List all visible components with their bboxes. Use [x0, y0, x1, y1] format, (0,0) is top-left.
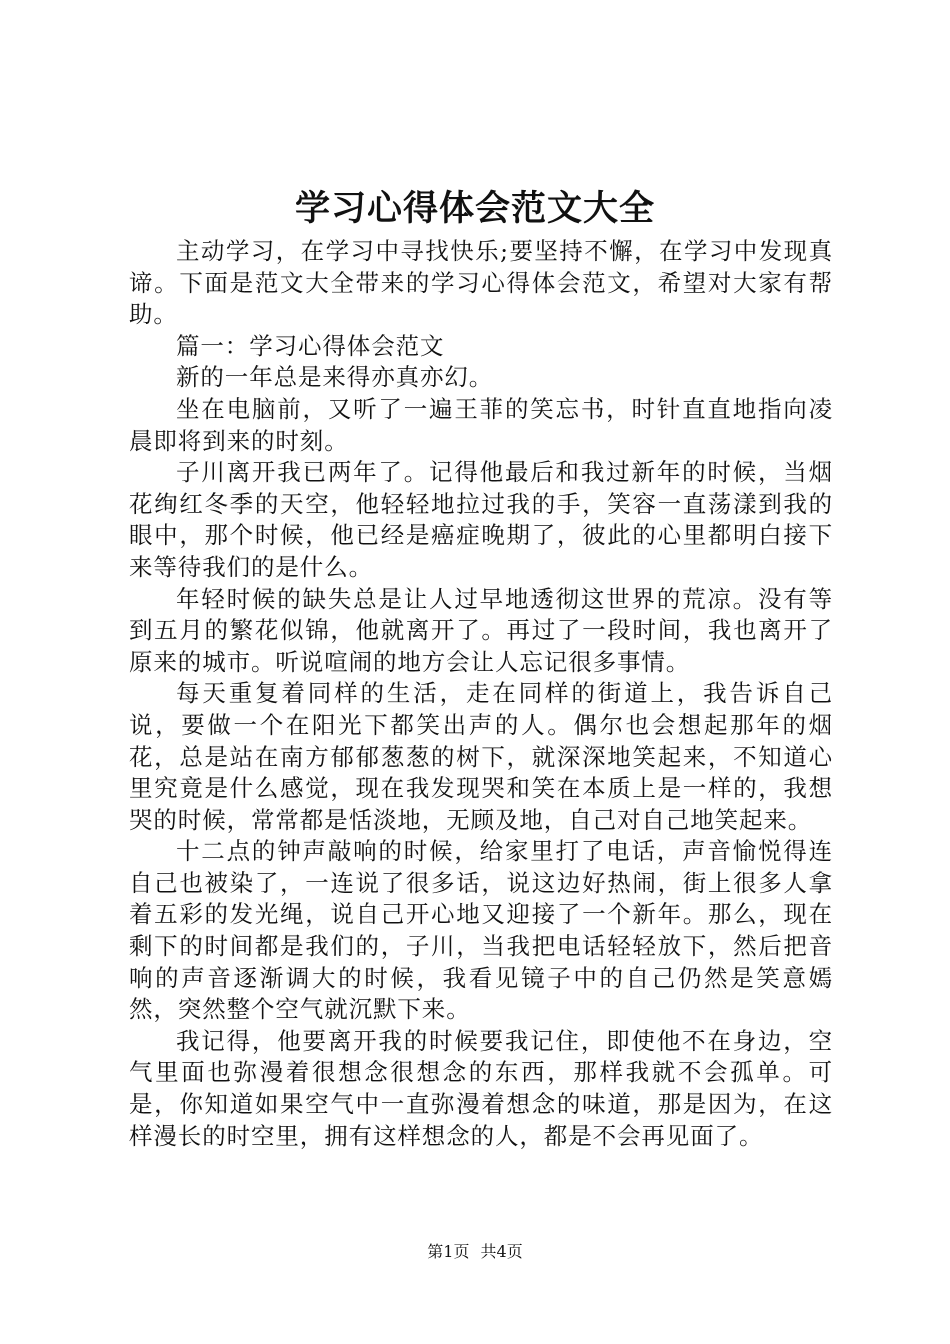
document-title: 学习心得体会范文大全 — [294, 188, 655, 229]
document-body — [129, 236, 833, 1152]
page-footer — [0, 1240, 950, 1264]
paragraph: 坐在电脑前，又听了一遍王菲的笑忘书，时针直直地指向凌晨即将到来的时刻。 — [129, 394, 833, 455]
page-total: 共4页 — [480, 1242, 523, 1261]
section-heading: 篇一：学习心得体会范文 — [176, 331, 445, 360]
paragraph: 新的一年总是来得亦真亦幻。 — [176, 363, 494, 392]
page-number: 第1页 — [427, 1242, 470, 1261]
paragraph: 主动学习，在学习中寻找快乐;要坚持不懈，在学习中发现真谛。下面是范文大全带来的学习心得体会范文，希望对大家有帮助。 — [129, 237, 833, 329]
paragraph: 十二点的钟声敲响的时候，给家里打了电话，声音愉悦得连自己也被染了，一连说了很多话，说这边好热闹，街上很多人拿着五彩的发光绳，说自己开心地又迎接了一个新年。那么，现在剩下的时间都是我们的，子川，当我把电话轻轻放下，然后把音响的声音逐渐调大的时候，我看见镜子中的自己仍然是笑意嫣然，突然整个空气就沉默下来。 — [129, 837, 833, 1024]
paragraph: 年轻时候的缺失总是让人过早地透彻这世界的荒凉。没有等到五月的繁花似锦，他就离开了。再过了一段时间，我也离开了原来的城市。听说喧闹的地方会让人忘记很多事情。 — [129, 584, 833, 676]
paragraph: 每天重复着同样的生活，走在同样的街道上，我告诉自己说，要做一个在阳光下都笑出声的人。偶尔也会想起那年的烟花，总是站在南方郁郁葱葱的树下，就深深地笑起来，不知道心里究竟是什么感觉，现在我发现哭和笑在本质上是一样的，我想哭的时候，常常都是恬淡地，无顾及地，自己对自己地笑起来。 — [129, 679, 833, 834]
paragraph: 子川离开我已两年了。记得他最后和我过新年的时候，当烟花绚红冬季的天空，他轻轻地拉过我的手，笑容一直荡漾到我的眼中，那个时候，他已经是癌症晚期了，彼此的心里都明白接下来等待我们的是什么。 — [129, 458, 833, 581]
paragraph: 我记得，他要离开我的时候要我记住，即使他不在身边，空气里面也弥漫着很想念很想念的东西，那样我就不会孤单。可是，你知道如果空气中一直弥漫着想念的味道，那是因为，在这样漫长的时空里，拥有这样想念的人，都是不会再见面了。 — [129, 1026, 833, 1150]
